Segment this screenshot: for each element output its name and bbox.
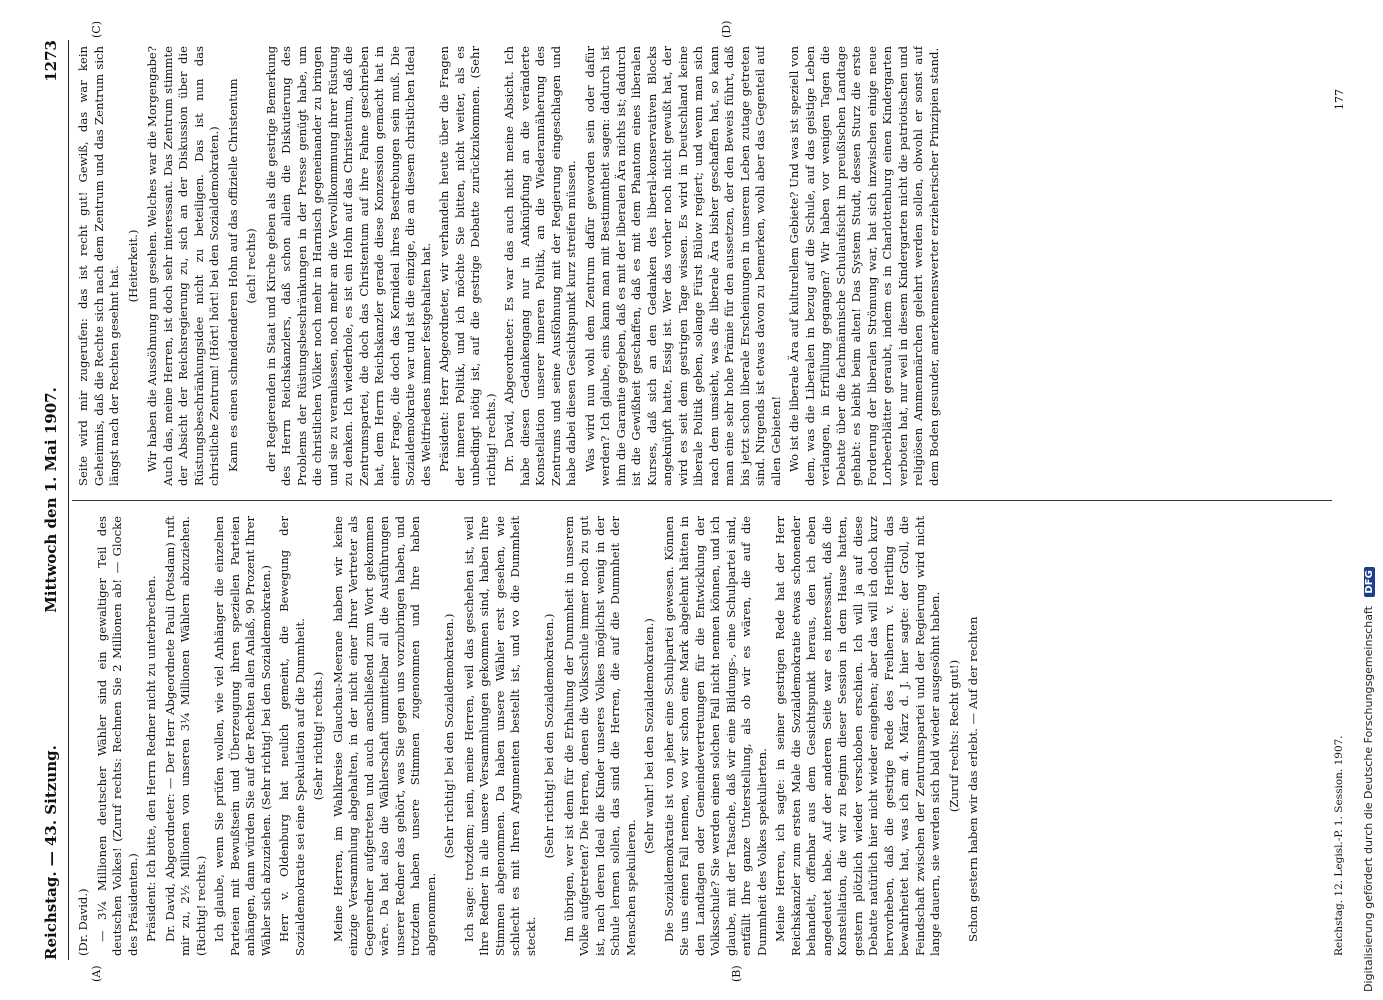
interjection: (Heiterkeit.) xyxy=(125,229,140,303)
header-date: Mittwoch den 1. Mai 1907. xyxy=(42,387,60,613)
paragraph: Seite wird mir zugerufen: das ist recht gut! Gewiß, das war kein Geheimnis, daß die Rechte sich nach dem Zentrum und das Zentrum sich längst nach der Rechten gesehnt hat. xyxy=(76,46,121,486)
interjection: (Zuruf rechts: Recht gut!) xyxy=(946,659,961,813)
paragraph: Herr v. Oldenburg hat neulich gemeint, die Bewegung der Sozialdemokratie sei eine Spekulation auf die Dummheit. xyxy=(277,516,307,956)
paragraph: Ich sage: trotzdem; nein, meine Herren, weil das geschehen ist, weil Ihre Redner in alle unsere Versammlungen gekommen sind, haben Ihre Stimmen abgenommen. Da haben unsere Wähler erst gesehen, wie schlecht es mit Ihren Argumenten bestellt ist, und wo die Dummheit steckt. xyxy=(461,516,538,956)
credit-text: Digitalisierung gefördert durch die Deutsche Forschungsgemeinschaft xyxy=(1362,606,1375,992)
page-header xyxy=(42,40,66,960)
margin-marker-c: (C) xyxy=(90,21,103,38)
paragraph: Die Sozialdemokratie ist von jeher eine Schulpartei gewesen. Können Sie uns einen Fall nennen, wo wir schon eine Mark abgelehnt hätten in den Landtagen oder Gemeindevertretungen für die Entwicklung der Volksschule? Sie werden einen solchen Fall nicht nennen können, und ich glaube, mit der Tatsache, daß wir eine Bildungs-, eine Schulpartei sind, entfällt Ihre ganze Unterstellung, als ob wir es wären, die auf die Dummheit des Volkes spekulierten. xyxy=(661,516,769,956)
document-page xyxy=(30,0,1360,1000)
paragraph: Präsident: Herr Abgeordneter, wir verhandeln heute über die Fragen der inneren Politik, und ich möchte Sie bitten, nicht weiter, als es unbedingt nötig ist, auf die gestrige Debatte zurückzukommen. (Sehr richtig! rechts.) xyxy=(437,46,498,486)
paragraph: Wo ist die liberale Ära auf kulturellem Gebiete? Und was ist speziell von dem, was die Liberalen in bezug auf die Schule, auf das geistige Leben verlangen, in Erfüllung gegangen? Wir haben vor wenigen Tagen die Debatte über die fachmännische Schulaufsicht im preußischen Landtage gehabt: es bleibt beim alten! Das System Studt, dessen Sturz die erste Forderung der liberalen Strömung war, hat sich inzwischen einige neue Lorbeerblätter geraubt, indem es in Charlottenburg einen Kindergarten verboten hat, nur weil in diesem Kindergarten nicht die patriotischen und religiösen Ammenmärchen gelehrt werden sollen, obwohl er sonst auf dem Boden gesunder, anerkennenswerter erzieherischer Prinzipien stand. xyxy=(787,46,941,486)
paragraph: Dr. David, Abgeordneter: Es war das auch nicht meine Absicht. Ich habe diesen Gedankengang nur in Anknüpfung an die veränderte Konstellation unserer inneren Politik, an die Wiederannäherung des Zentrums und seine Ausföhnung mit der Regierung eingeschlagen und habe dabei diesen Gesichtspunkt kurz streifen müssen. xyxy=(502,46,578,486)
paragraph: Schon gestern haben wir das erlebt. — Auf der rechten xyxy=(966,616,980,942)
interjection: (Sehr richtig! bei den Sozialdemokraten.) xyxy=(542,613,556,859)
paragraph: Dr. David, Abgeordneter: — Der Herr Abgeordnete Pauli (Potsdam) ruft mir zu, 2½ Millionen von unseren 3¼ Millionen Wählern abzuziehen. (Richtig! rechts.) xyxy=(162,516,208,956)
header-page-number: 1273 xyxy=(42,40,60,82)
left-column xyxy=(76,516,1326,956)
right-column xyxy=(76,46,1326,486)
signature-number: 177 xyxy=(1333,89,1346,110)
paragraph: der Regierenden in Staat und Kirche geben als die gestrige Bemerkung des Herrn Reichskanzlers, daß schon allein die Diskutierung des Problems der Rüstungsbeschränkungen in der Presse genügt habe, um die christlichen Völker noch mehr in Harnisch gegeneinander zu bringen und sie zu veranlassen, noch mehr an die Vervollkommnung ihrer Rüstung zu denken. Ich wiederhole, es ist ein Hohn auf das Christentum, daß die Zentrumspartei, die doch das Christentum auf ihre Fahne geschrieben hat, dem Herrn Reichskanzler gerade diese Konzession gemacht hat in einer Frage, die doch das Kernideal ihres Bestrebungen sein muß. Die Sozialdemokratie war und ist die einzige, die an diesem christlichen Ideal des Weltfriedens immer festgehalten hat. xyxy=(263,46,433,486)
paragraph: Was wird nun wohl dem Zentrum dafür geworden sein oder dafür werden? Ich glaube, eins kann man mit Bestimmtheit sagen: dadurch ist ihm die Garantie gegeben, daß es mit der liberalen Ära nichts ist; dadurch ist die Gewißheit geschaffen, daß es mit dem Phantom eines liberalen Kurses, daß sich an den Gedanken des liberal-konservativen Blocks angeknüpft hatte, Essig ist. Wer das vorher noch nicht gewußt hat, der wird es seit dem gestrigen Tage wissen. Es wird in Deutschland keine liberale Politik geben, solange Fürst Bülow regiert; und wenn man sich nach dem umsieht, was die liberale Ära bisher geschaffen hat, so kann man eine sehr hohe Prämie für den aussetzen, der den Beweis führt, daß bis jetzt schon liberale Erscheinungen in unserem Leben zutage getreten sind. Nirgends ist etwas davon zu bemerken, wohl aber das Gegenteil auf allen Gebieten! xyxy=(582,46,783,486)
interjection: (Sehr richtig! rechts.) xyxy=(311,671,325,801)
paragraph: — 3¼ Millionen deutscher Wähler sind ein gewaltiger Teil des deutschen Volkes! (Zuruf rechts: Rechnen Sie 2 Millionen ab! — Glocke des Präsidenten.) xyxy=(94,516,140,956)
margin-marker-a: (A) xyxy=(90,965,103,982)
paragraph: Kann es einen schneidenderen Hohn auf das offizielle Christentum xyxy=(225,78,240,472)
margin-marker-b: (B) xyxy=(730,965,743,982)
paragraph: Meine Herren, im Wahlkreise Glauchau-Meerane haben wir keine einzige Versammlung abgehalten, in der nicht einer Ihrer Vertreter als Gegenredner aufgetreten und auch anschließend zum Wort gekommen wäre. Da hat also die Wählerschaft unmittelbar all die Ausführungen unserer Redner das gehört, was Sie gegen uns vorzubringen haben, und trotzdem haben unsere Stimmen zugenommen und Ihre haben abgenommen. xyxy=(330,516,438,956)
dfg-logo: DFG xyxy=(1364,567,1375,596)
footer-note: Reichstag. 12. Legisl.-P. 1. Session. 1907. xyxy=(1333,735,1345,956)
header-session: Reichstag. — 43. Sitzung. xyxy=(42,745,60,960)
paragraph: (Dr. David.) xyxy=(76,888,90,956)
paragraph: Wir haben die Aussöhnung nun gesehen. Welches war die Morgengabe? Auch das, meine Herren, ist doch sehr interessant. Das Zentrum stimmte der Absicht der Reichsregierung zu, sich an der Diskussion über die Rüstungsbeschränkungsidee nicht zu beteiligen. Das ist nun das christliche Zentrum! (Hört! hört! bei den Sozialdemokraten.) xyxy=(145,46,221,486)
paragraph: Im übrigen, wer ist denn für die Erhaltung der Dummheit in unserem Volke aufgetreten? Die Herren, denen die Volksschule immer noch zu gut ist, nach deren Ideal die Kinder unseres Volkes möglichst wenig in der Schule lernen sollen, das sind die Herren, die auf die Dummheit der Menschen spekulieren. xyxy=(561,516,638,956)
column-divider xyxy=(72,500,1332,501)
paragraph: Meine Herren, ich sagte: in seiner gestrigen Rede hat der Herr Reichskanzler zum ersten Male die Sozialdemokratie etwas schonender behandelt, offenbar aus dem Gesichtspunkt heraus, den ich eben angedeutet habe. Auf der anderen Seite war es interessant, daß die Konstellation, die wir zu Beginn dieser Session in dem Hause hatten, gestern plötzlich wieder verschoben erschien. Ich will ja auf diese Debatte natürlich hier nicht wieder eingehen; aber das will ich doch kurz hervorheben, daß die gestrige Rede des Freiherrn v. Hertling das bewahrheitet hat, was ich am 4. März d. J. hier sagte: der Groll, die Feindschaft zwischen der Zentrumspartei und der Regierung wird nicht lange dauern, sie werden sich bald wieder ausgesöhnt haben. xyxy=(773,516,942,956)
interjection: (Sehr richtig! bei den Sozialdemokraten.) xyxy=(442,613,456,859)
paragraph: Ich glaube, wenn Sie prüfen wollen, wie viel Anhänger die einzelnen Parteien mit Bewußtsein und Überzeugung ihren speziellen Parteien anhängen, dann würden Sie auf der Rechten allen Anlaß, 90 Prozent Ihrer Wähler sich abzuziehen. (Sehr richtig! bei den Sozialdemokraten.) xyxy=(212,516,273,956)
margin-marker-d: (D) xyxy=(720,20,733,38)
interjection: (Sehr wahr! bei den Sozialdemokraten.) xyxy=(642,618,656,854)
header-rule xyxy=(68,40,69,960)
digitization-credit xyxy=(1362,2,1380,992)
page-inner xyxy=(30,0,1360,1000)
interjection: (ach! rechts) xyxy=(244,228,258,304)
paragraph: Präsident: Ich bitte, den Herrn Redner nicht zu unterbrechen. xyxy=(144,575,158,942)
